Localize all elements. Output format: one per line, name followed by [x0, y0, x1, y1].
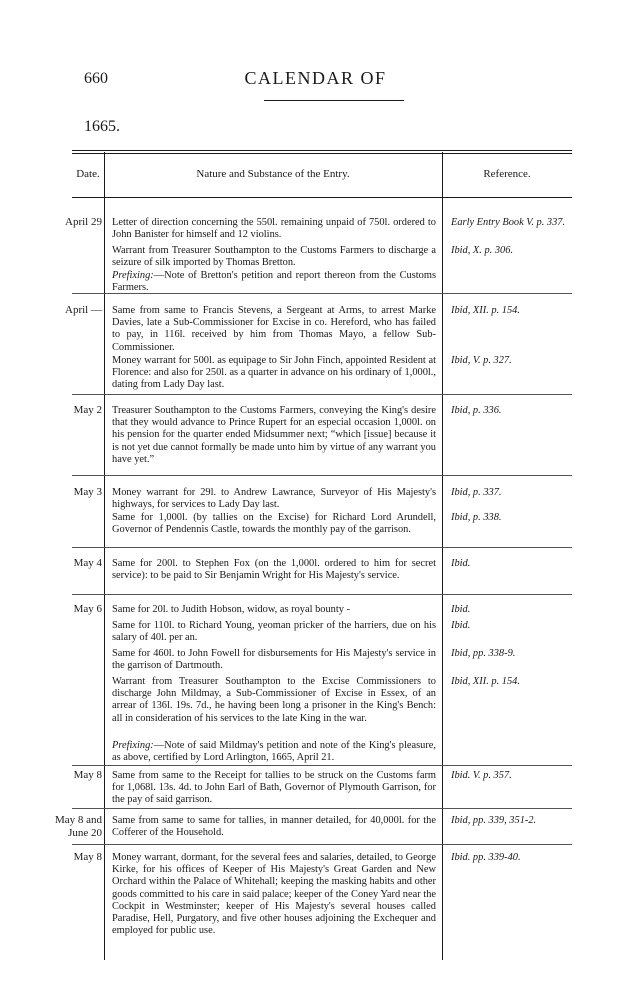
entry-separator [72, 394, 572, 395]
entry-text: Treasurer Southampton to the Customs Farmers, conveying the King's desire that they would advance to Prince Rupert for an especial occasion 1,000l. on his pension for the quarter ended Midsummer next; “which [issue] because it is not yet due cannot formally be made unto him by virtue of any warrant you have yet.” [112, 405, 436, 465]
table-header-rule [72, 197, 572, 198]
entry-date: May 8 and June 20 [54, 814, 102, 839]
column-divider-date [104, 152, 105, 960]
entry-text: Same from same to Francis Stevens, a Sergeant at Arms, to arrest Marke Davies, late a Sub-Commissioner for Excise in co. Hereford, who has failed to pay, in 116l. received by him from Thomas Mayo, a fellow Sub-Commissioner. [112, 305, 436, 353]
entry-reference: Ibid, p. 338. [451, 512, 502, 523]
entry-date: May 8 [73, 769, 102, 781]
entry-reference: Ibid. V. p. 357. [451, 770, 512, 781]
entry-date: May 6 [73, 603, 102, 615]
entry-text: Same for 20l. to Judith Hobson, widow, as royal bounty - [112, 604, 350, 615]
head-rule [264, 100, 404, 101]
entry-text [112, 270, 436, 294]
column-header-reference: Reference. [483, 168, 531, 180]
prefixing-label: Prefixing: [112, 740, 154, 751]
entry-reference: Ibid, pp. 338-9. [451, 648, 516, 659]
entry-text: Warrant from Treasurer Southampton to the Customs Farmers to discharge a seizure of silk imported by Thomas Bretton. [112, 245, 436, 269]
entry-reference: Ibid, V. p. 327. [451, 355, 512, 366]
entry-separator [72, 293, 572, 294]
entry-reference: Early Entry Book V. p. 337. [451, 217, 566, 228]
entry-text: Same for 1,000l. (by tallies on the Excise) for Richard Lord Arundell, Governor of Pendennis Castle, towards the monthly pay of the garrison. [112, 512, 436, 536]
entry-reference: Ibid, X. p. 306. [451, 245, 514, 256]
entry-date: May 2 [73, 404, 102, 416]
page-number: 660 [84, 70, 108, 87]
entry-separator [72, 475, 572, 476]
entry-separator [72, 547, 572, 548]
column-header-nature: Nature and Substance of the Entry. [196, 168, 350, 180]
entry-date: May 4 [73, 557, 102, 569]
entry-text [112, 740, 436, 764]
running-head: CALENDAR OF [244, 68, 387, 88]
entry-reference: Ibid, p. 337. [451, 487, 502, 498]
column-divider-reference [442, 152, 443, 960]
entry-text: Money warrant, dormant, for the several fees and salaries, detailed, to George Kirke, for his offices of Keeper of His Majesty's Great Garden and New Orchard within the Palace of Whitehall; keeping the masking habits and other goods committed to his care in said palace; keeper of the Coney Yard near the Cockpit in Westminster; keeper of His Majesty's several houses called Paradise, Hell, Purgatory, and five other houses adjoining the Exchequer and employed for public use. [112, 852, 436, 937]
prefixing-text: —Note of said Mildmay's petition and note of the King's pleasure, as above, certified by Lord Arlington, 1665, April 21. [112, 740, 436, 764]
entry-text: Money warrant for 500l. as equipage to Sir John Finch, appointed Resident at Florence: and also for 250l. as a quarter in advance on his ordinary of 1,000l., dating from Lady Day last. [112, 355, 436, 391]
entry-text: Warrant from Treasurer Southampton to the Excise Commissioners to discharge John Mildmay, a Sub-Commissioner of Excise in Essex, of an arrear of 136l. 19s. 7d., he having been long a prisoner in the King's Bench: all in consideration of his services to the late King in the war. [112, 676, 436, 724]
entry-separator [72, 594, 572, 595]
entry-text: Letter of direction concerning the 550l. remaining unpaid of 750l. ordered to John Banister for himself and 12 violins. [112, 217, 436, 241]
entry-reference: Ibid, pp. 339, 351-2. [451, 815, 537, 826]
entry-text: Money warrant for 29l. to Andrew Lawrance, Surveyor of His Majesty's highways, for services to Lady Day last. [112, 487, 436, 511]
entry-text: Same from same to the Receipt for tallies to be struck on the Customs farm for 1,068l. 13s. 4d. to John Earl of Bath, Governor of Plymouth Garrison, for the pay of said garrison. [112, 770, 436, 806]
entry-separator [72, 765, 572, 766]
entry-separator [72, 844, 572, 845]
table-top-rule [72, 150, 572, 154]
entry-reference: Ibid, XII. p. 154. [451, 305, 520, 316]
entry-date: May 3 [73, 486, 102, 498]
prefixing-label: Prefixing: [112, 270, 154, 281]
entry-reference: Ibid. pp. 339-40. [451, 852, 521, 863]
entry-reference: Ibid. [451, 604, 471, 615]
year-heading: 1665. [84, 118, 120, 135]
entry-reference: Ibid, XII. p. 154. [451, 676, 520, 687]
entry-separator [72, 808, 572, 809]
entry-date: April 29 [65, 216, 102, 228]
column-header-date: Date. [76, 168, 100, 180]
entry-reference: Ibid, p. 336. [451, 405, 502, 416]
prefixing-text: —Note of Bretton's petition and report thereon from the Customs Farmers. [112, 270, 436, 294]
entry-reference: Ibid. [451, 558, 471, 569]
entry-text: Same for 200l. to Stephen Fox (on the 1,000l. ordered to him for secret service): to be paid to Sir Benjamin Wright for His Majesty's service. [112, 558, 436, 582]
entry-text: Same from same to same for tallies, in manner detailed, for 40,000l. for the Cofferer of the Household. [112, 815, 436, 839]
entry-date: April — [65, 304, 102, 316]
entry-text: Same for 460l. to John Fowell for disbursements for His Majesty's service in the garrison of Dartmouth. [112, 648, 436, 672]
entry-text: Same for 110l. to Richard Young, yeoman pricker of the harriers, due on his salary of 40l. per an. [112, 620, 436, 644]
entry-date: May 8 [73, 851, 102, 863]
entry-reference: Ibid. [451, 620, 471, 631]
